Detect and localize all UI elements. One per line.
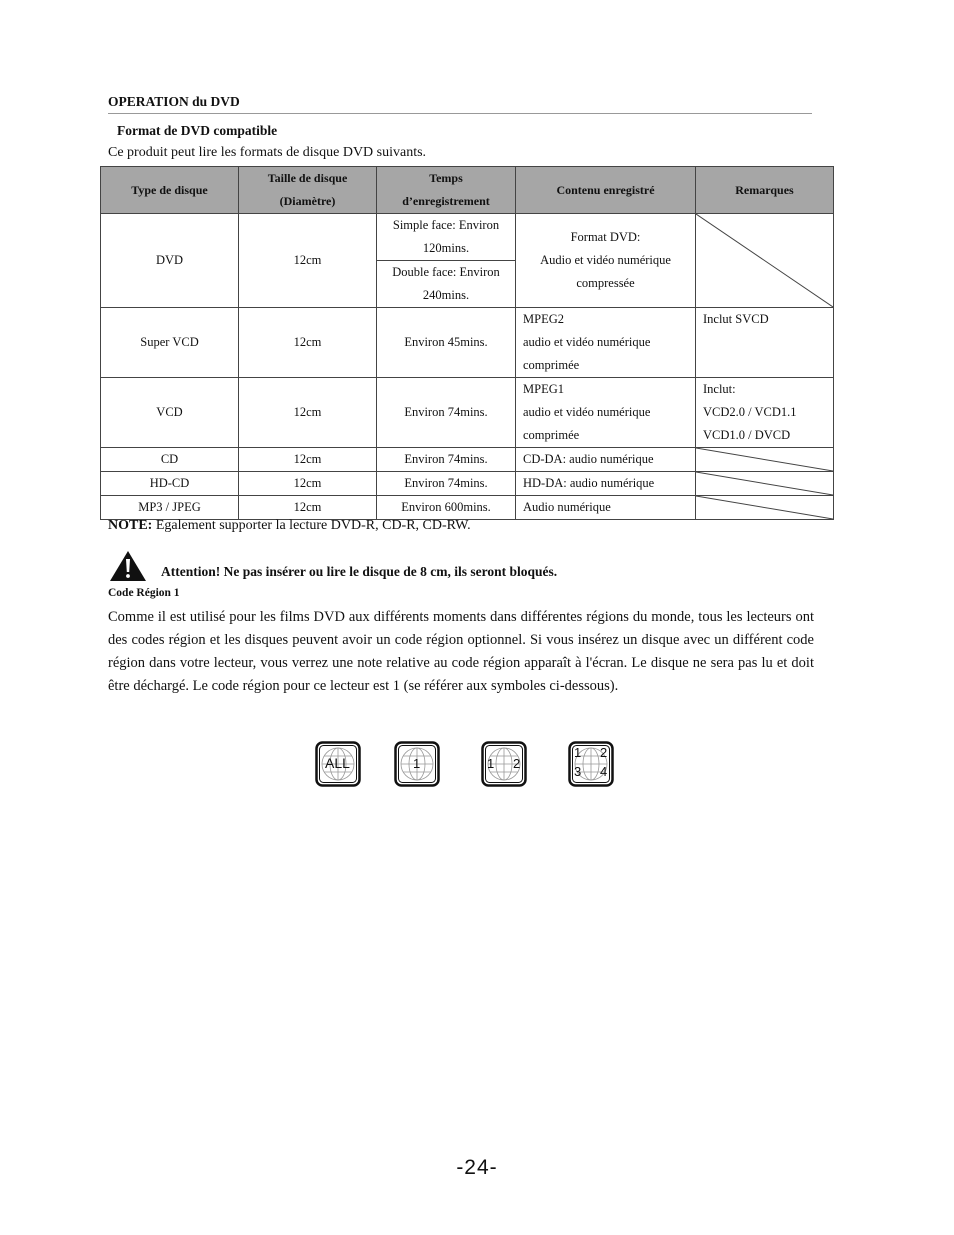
page-number: -24-	[456, 1156, 498, 1179]
header-type: Type de disque	[101, 167, 239, 214]
cell-type: HD-CD	[101, 472, 239, 496]
cell-content: HD-DA: audio numérique	[516, 472, 696, 496]
cell-time: Environ 74mins.	[377, 448, 516, 472]
cell-size: 12cm	[239, 308, 377, 378]
region-label: 1	[413, 756, 421, 771]
table-row-mp3	[101, 496, 834, 520]
cell-remarks-empty	[696, 472, 834, 496]
cell-content: MPEG2 audio et vidéo numérique comprimée	[516, 308, 696, 378]
cell-time: Environ 45mins.	[377, 308, 516, 378]
table-row-vcd	[101, 378, 834, 448]
cell-size: 12cm	[239, 472, 377, 496]
attention-text: Attention! Ne pas insérer ou lire le disque de 8 cm, ils seront bloqués.	[161, 564, 558, 579]
subtitle: Format de DVD compatible	[117, 123, 278, 138]
diagonal-line	[696, 214, 833, 307]
note-text: Egalement supporter la lecture DVD-R, CD-R, CD-RW.	[152, 518, 471, 533]
cell-remarks: Inclut SVCD	[696, 308, 834, 378]
region-paragraph: Comme il est utilisé pour les films DVD aux différents moments dans différentes régions du monde, tous les lecteurs ont des codes région et les disques peuvent avoir un code région optionnel. Si vous insérez un disque avec un différent code région dans votre lecteur, vous verrez une note relative au code région apparaît à l'écran. Le disque ne sera pas lu et doit être déchargé. Le code région pour ce lecteur est 1 (se référer aux symboles ci-dessous).	[108, 609, 814, 694]
cell-time-single: Simple face: Environ 120mins.	[377, 214, 516, 261]
table-row-svcd	[101, 308, 834, 378]
cell-size: 12cm	[239, 496, 377, 520]
region-1-2-symbol	[481, 741, 527, 787]
table-row-hdcd	[101, 472, 834, 496]
cell-remarks-empty	[696, 448, 834, 472]
note-label: NOTE:	[108, 518, 153, 533]
header-remarks: Remarques	[696, 167, 834, 214]
header-content: Contenu enregistré	[516, 167, 696, 214]
region-1-2-3-4-symbol	[568, 741, 614, 787]
cell-type: DVD	[101, 214, 239, 308]
header-size: Taille de disque (Diamètre)	[239, 167, 377, 214]
cell-remarks: Inclut: VCD2.0 / VCD1.1 VCD1.0 / DVCD	[696, 378, 834, 448]
cell-type: MP3 / JPEG	[101, 496, 239, 520]
region-label: 2	[513, 756, 521, 771]
cell-time-double: Double face: Environ 240mins.	[377, 261, 516, 308]
section-title: OPERATION du DVD	[108, 94, 240, 109]
warning-icon	[109, 550, 147, 582]
region-label: 1	[487, 756, 495, 771]
region-1-symbol	[394, 741, 440, 787]
header-rule	[108, 113, 812, 114]
cell-content: Format DVD: Audio et vidéo numérique compressée	[516, 214, 696, 308]
cell-content: Audio numérique	[516, 496, 696, 520]
cell-type: Super VCD	[101, 308, 239, 378]
cell-content: MPEG1 audio et vidéo numérique comprimée	[516, 378, 696, 448]
table-header-row	[101, 167, 834, 214]
cell-type: CD	[101, 448, 239, 472]
disc-format-table	[100, 166, 834, 520]
region-label: 4	[600, 764, 608, 779]
cell-size: 12cm	[239, 448, 377, 472]
diagonal-line	[696, 448, 833, 471]
cell-size: 12cm	[239, 378, 377, 448]
header-time: Temps d’enregistrement	[377, 167, 516, 214]
cell-time: Environ 600mins.	[377, 496, 516, 520]
note	[108, 518, 471, 534]
region-label: ALL	[325, 755, 350, 771]
region-label: 3	[574, 764, 582, 779]
intro-text: Ce produit peut lire les formats de disque DVD suivants.	[108, 145, 427, 160]
table-row-dvd	[101, 214, 834, 261]
diagonal-line	[696, 472, 833, 495]
cell-remarks-empty	[696, 214, 834, 308]
diagonal-line	[696, 496, 833, 519]
table-row-cd	[101, 448, 834, 472]
cell-size: 12cm	[239, 214, 377, 308]
region-title: Code Région 1	[108, 587, 180, 599]
cell-remarks-empty	[696, 496, 834, 520]
region-label: 2	[600, 745, 608, 760]
cell-type: VCD	[101, 378, 239, 448]
cell-content: CD-DA: audio numérique	[516, 448, 696, 472]
cell-time: Environ 74mins.	[377, 378, 516, 448]
region-all-symbol	[315, 741, 361, 787]
region-label: 1	[574, 745, 582, 760]
cell-time: Environ 74mins.	[377, 472, 516, 496]
